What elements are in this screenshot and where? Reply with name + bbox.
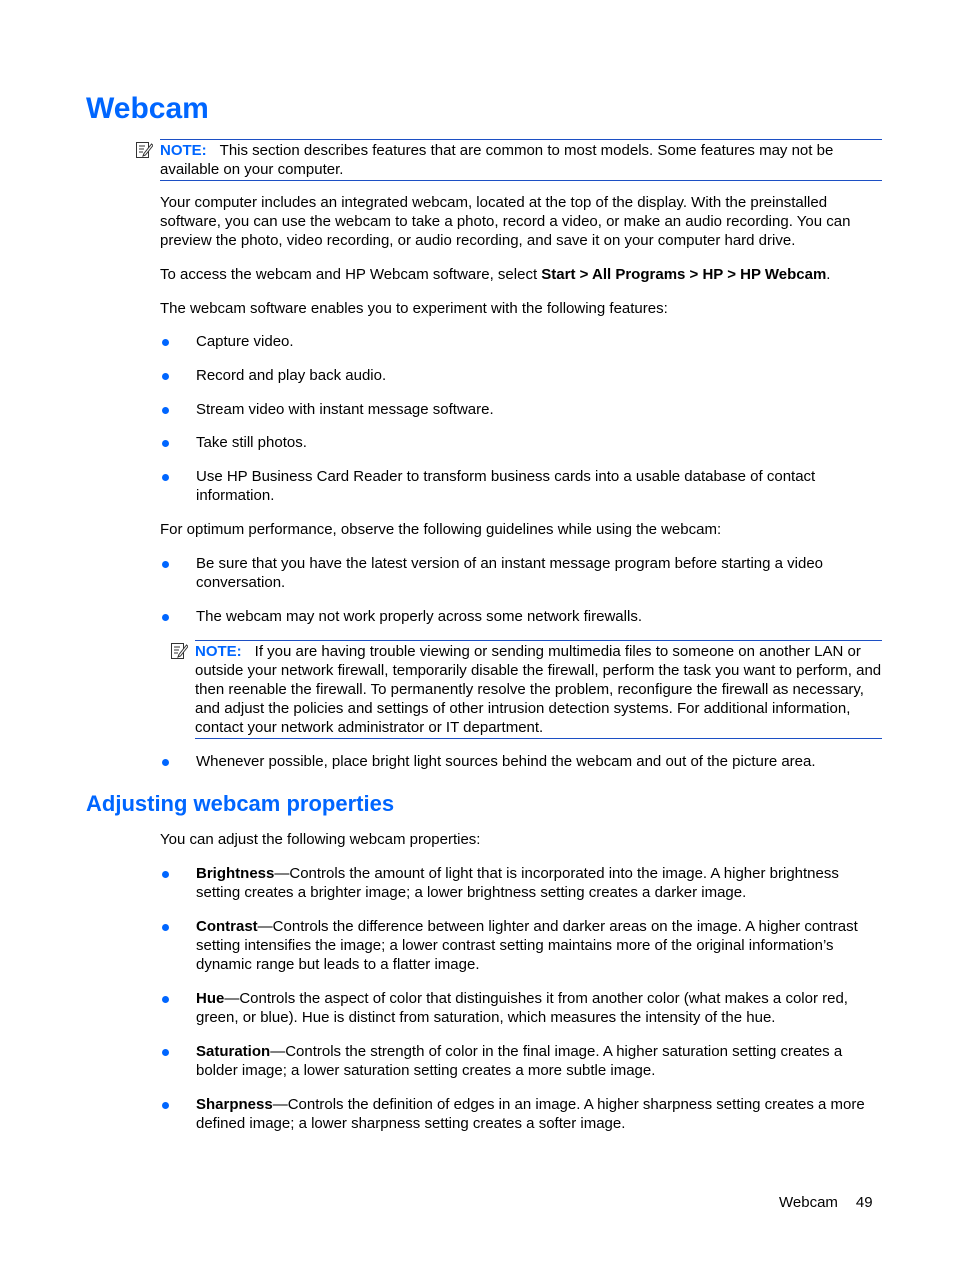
- bullet-dot-icon: [162, 474, 169, 481]
- list-item-text: Capture video.: [196, 333, 294, 350]
- page-number: 49: [855, 1194, 873, 1211]
- list-item-text: Stream video with instant message software.: [196, 401, 494, 418]
- bullet-dot-icon: [162, 871, 169, 878]
- list-item-text: Use HP Business Card Reader to transform business cards into a usable database of contact information.: [196, 468, 816, 504]
- list-item-text: [196, 989, 882, 1027]
- list-item-text: Record and play back audio.: [196, 367, 387, 384]
- footer-section-name: Webcam: [779, 1194, 838, 1211]
- property-term: Sharpness: [196, 1096, 273, 1113]
- bullet-dot-icon: [162, 407, 169, 414]
- bullet-dot-icon: [162, 924, 169, 931]
- list-item-text: [196, 1042, 882, 1080]
- section-heading: Adjusting webcam properties: [86, 791, 395, 816]
- property-term: Saturation: [196, 1043, 271, 1060]
- features-intro: The webcam software enables you to experiment with the following features:: [160, 300, 668, 317]
- list-item-text: Take still photos.: [196, 434, 307, 451]
- bullet-dot-icon: [162, 561, 169, 568]
- intro-paragraph: Your computer includes an integrated webcam, located at the top of the display. With the preinstalled software, you can use the webcam to take a photo, record a video, or make an audio recording. You can preview the photo, video recording, or audio recording, and save it on your computer hard drive.: [160, 194, 851, 249]
- property-description: —Controls the definition of edges in an image. A higher sharpness setting creates a more defined image; a lower sharpness setting creates a softer image.: [196, 1096, 865, 1132]
- bullet-dot-icon: [162, 1102, 169, 1109]
- note-label: NOTE:: [195, 643, 242, 660]
- page-footer: [779, 1193, 873, 1212]
- bullet-dot-icon: [162, 440, 169, 447]
- access-paragraph: [160, 265, 882, 284]
- access-prefix: To access the webcam and HP Webcam software, select: [160, 266, 542, 283]
- note-label: NOTE:: [160, 142, 207, 159]
- list-item-text: [196, 864, 882, 902]
- bullet-dot-icon: [162, 1049, 169, 1056]
- property-description: —Controls the aspect of color that distinguishes it from another color (what makes a color red, green, or blue). Hue is distinct from saturation, which measures the intensity of the hue.: [196, 990, 848, 1026]
- bullet-dot-icon: [162, 373, 169, 380]
- list-item-text: The webcam may not work properly across some network firewalls.: [196, 608, 642, 625]
- page-title: Webcam: [86, 92, 209, 125]
- note-pencil-icon: [135, 141, 153, 159]
- access-suffix: .: [826, 266, 831, 283]
- list-item-text: Whenever possible, place bright light sources behind the webcam and out of the picture area.: [196, 753, 816, 770]
- list-item-text: Be sure that you have the latest version of an instant message program before starting a video conversation.: [196, 555, 824, 591]
- property-term: Contrast: [196, 918, 258, 935]
- bullet-dot-icon: [162, 759, 169, 766]
- note-text: If you are having trouble viewing or sending multimedia files to someone on another LAN or outside your network firewall, temporarily disable the firewall, perform the task you want to perform, and then reenable the firewall. To permanently resolve the problem, reconfigure the firewall as necessary, and adjust the policies and settings of other intrusion detection systems. For additional information, contact your network administrator or IT department.: [195, 643, 882, 736]
- list-item-text: [196, 917, 882, 974]
- access-menu-path: Start > All Programs > HP > HP Webcam: [541, 266, 827, 283]
- property-description: —Controls the amount of light that is incorporated into the image. A higher brightness setting creates a brighter image; a lower brightness setting creates a darker image.: [196, 865, 839, 901]
- guidelines-intro: For optimum performance, observe the following guidelines while using the webcam:: [160, 521, 722, 538]
- note-text: This section describes features that are common to most models. Some features may not be available on your computer.: [160, 142, 834, 178]
- properties-intro: You can adjust the following webcam properties:: [160, 831, 481, 848]
- note-box: [160, 139, 882, 181]
- property-term: Brightness: [196, 865, 275, 882]
- note-box: [195, 640, 882, 739]
- bullet-dot-icon: [162, 996, 169, 1003]
- bullet-dot-icon: [162, 339, 169, 346]
- bullet-dot-icon: [162, 614, 169, 621]
- property-description: —Controls the strength of color in the final image. A higher saturation setting creates a bolder image; a lower saturation setting creates a more subtle image.: [196, 1043, 843, 1079]
- note-pencil-icon: [170, 642, 188, 660]
- property-description: —Controls the difference between lighter and darker areas on the image. A higher contrast setting intensifies the image; a lower contrast setting maintains more of the original information’s dynamic range but leads to a flatter image.: [196, 918, 858, 973]
- property-term: Hue: [196, 990, 225, 1007]
- list-item-text: [196, 1095, 882, 1133]
